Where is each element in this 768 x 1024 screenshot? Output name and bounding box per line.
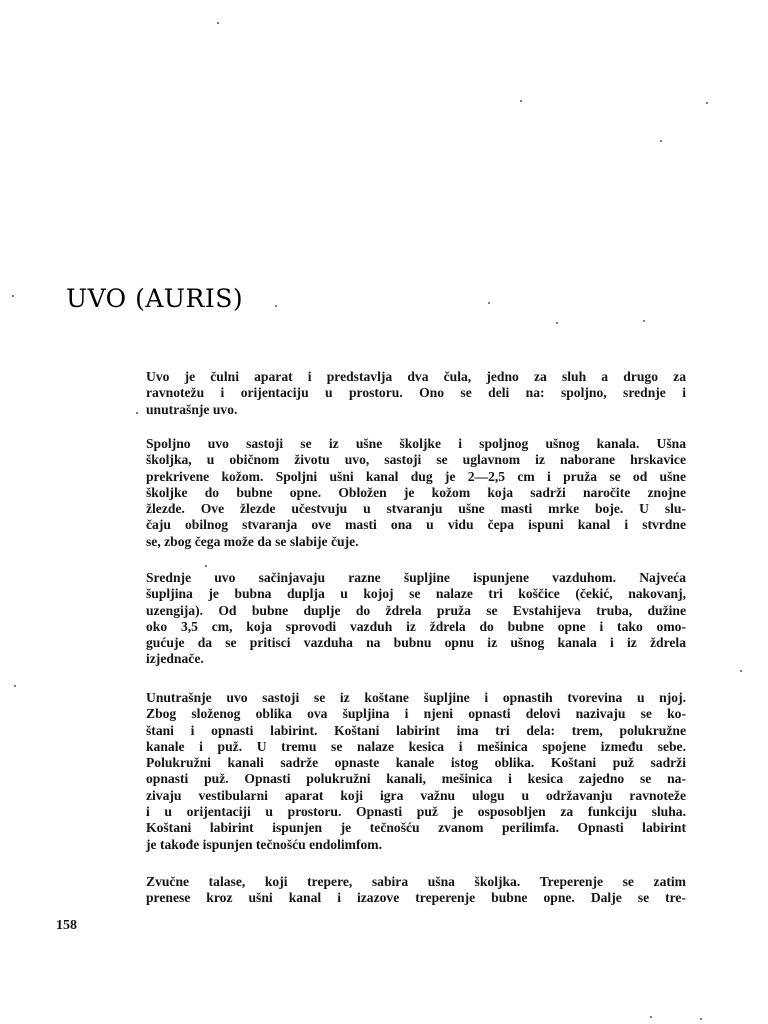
scan-speck — [700, 1018, 702, 1020]
text-line: Srednje uvo sačinjavaju razne šupljine ispunjene vazduhom. Najveća — [146, 570, 686, 585]
text-line: unutrašnje uvo. — [146, 401, 238, 417]
text-line: Spoljno uvo sastoji se iz ušne školjke i spoljnog ušnog kanala. Ušna — [146, 436, 686, 451]
scan-speck — [12, 295, 14, 297]
text-line: i u orijentaciji u prostoru. Opnasti puž je osposobljen za funkciju sluha. — [146, 804, 686, 820]
scan-speck — [136, 412, 138, 414]
text-line: se, zbog čega može da se slabije čuje. — [146, 533, 359, 549]
text-line: gućuje da se pritisci vazduha na bubnu opnu iz ušnog kanala i iz ždrela — [146, 635, 686, 651]
scan-speck — [14, 685, 16, 687]
text-line: oko 3,5 cm, koja sprovodi vazduh iz ždrela do bubne opne i tako omo- — [146, 618, 686, 634]
paragraph-sound-waves — [146, 874, 686, 907]
scan-speck — [706, 102, 708, 104]
scan-speck — [275, 305, 277, 307]
text-line: žlezde. Ove žlezde učestvuju u stvaranju ušne masti mrke boje. U slu- — [146, 501, 686, 517]
text-line: Zvučne talase, koji trepere, sabira ušna školjka. Treperenje se zatim — [146, 874, 686, 889]
text-line: školjke do bubne opne. Obložen je kožom koja sadrži naročite znojne — [146, 484, 686, 500]
text-line: prekrivene kožom. Spoljni ušni kanal dug je 2—2,5 cm i pruža se od ušne — [146, 468, 686, 484]
scan-speck — [217, 22, 219, 24]
text-line: školjka, u običnom životu uvo, sastoji se uglavnom iz naborane hrskavice — [146, 452, 686, 468]
text-line: izjednače. — [146, 651, 204, 667]
paragraph-middle-ear — [146, 570, 686, 668]
text-line: je takođe ispunjen tečnošću endolimfom. — [146, 836, 383, 852]
text-line: Zbog složenog oblika ova šupljina i njeni opnasti delovi nazivaju se ko- — [146, 706, 686, 722]
text-line: kanale i puž. U tremu se nalaze kesica i mešinica spojene između sebe. — [146, 738, 686, 754]
scan-speck — [520, 100, 522, 102]
text-line: čaju obilnog stvaranja ove masti ona u vidu čepa ispuni kanal i stvrdne — [146, 517, 686, 533]
scan-speck — [556, 322, 558, 324]
paragraph-outer-ear — [146, 436, 686, 550]
text-line: šupljina je bubna duplja u kojoj se nalaze tri koščice (čekić, nakovanj, — [146, 586, 686, 602]
text-line: opnasti puž. Opnasti polukružni kanali, mešinica i kesica zajedno se na- — [146, 771, 686, 787]
text-line: Uvo je čulni aparat i predstavlja dva čula, jedno za sluh a drugo za — [146, 369, 686, 384]
text-line: Polukružni kanali sadrže opnaste kanale istog oblika. Koštani puž sadrži — [146, 755, 686, 771]
text-line: ravnotežu i orijentaciju u prostoru. Ono se deli na: spoljno, srednje i — [146, 385, 686, 401]
scan-speck — [643, 320, 645, 322]
text-line: uzengija). Od bubne duplje do ždrela pruža se Evstahijeva truba, dužine — [146, 602, 686, 618]
paragraph-intro — [146, 369, 686, 418]
text-line: Unutrašnje uvo sastoji se iz koštane šupljine i opnastih tvorevina u njoj. — [146, 690, 686, 705]
chapter-title: UVO (AURIS) — [66, 284, 244, 313]
page-number: 158 — [56, 918, 77, 933]
scan-speck — [205, 565, 207, 567]
scan-speck — [740, 670, 742, 672]
scan-speck — [650, 1016, 652, 1018]
scan-speck — [488, 302, 490, 304]
text-line: štani i opnasti labirint. Koštani labirint ima tri dela: trem, polukružne — [146, 722, 686, 738]
text-line: prenese kroz ušni kanal i izazove treperenje bubne opne. Dalje se tre- — [146, 890, 686, 906]
text-line: Koštani labirint ispunjen je tečnošću zvanom perilimfa. Opnasti labirint — [146, 820, 686, 836]
text-line: zivaju vestibularni aparat koji igra važnu ulogu u održavanju ravnoteže — [146, 787, 686, 803]
scan-speck — [660, 140, 662, 142]
paragraph-inner-ear — [146, 690, 686, 853]
